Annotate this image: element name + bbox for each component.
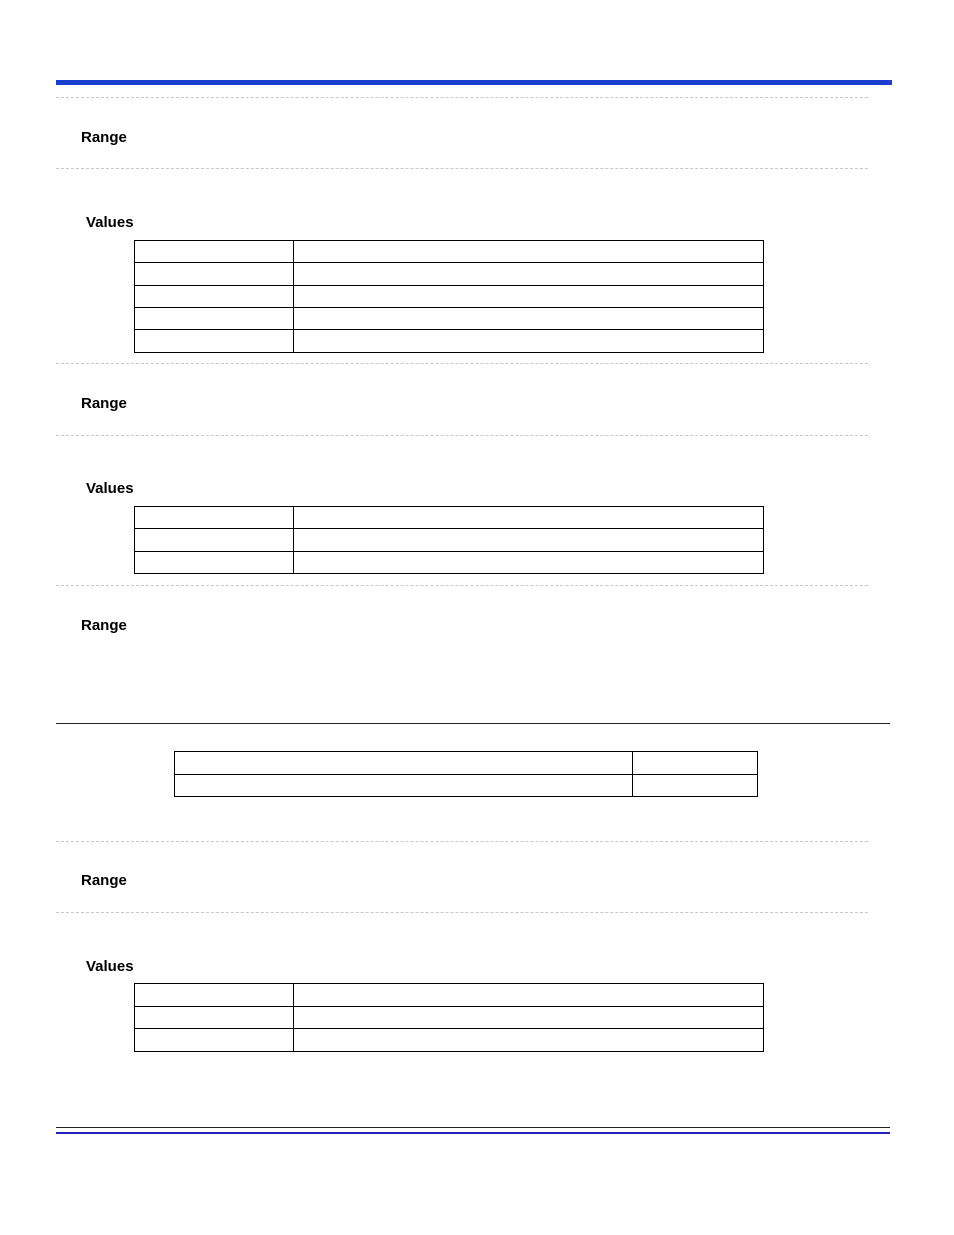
- table-cell: [294, 286, 764, 308]
- table-row: [135, 286, 764, 308]
- footer-rule: [56, 1127, 890, 1128]
- table-row: [135, 529, 764, 552]
- table-cell: [175, 752, 633, 775]
- table-cell: [633, 775, 758, 797]
- table-row: [135, 308, 764, 330]
- table-cell: [135, 330, 294, 353]
- values-table: [134, 240, 764, 353]
- values-table: [134, 983, 764, 1052]
- table-cell: [294, 529, 764, 552]
- range-label: Range: [81, 395, 127, 412]
- values-label: Values: [86, 214, 134, 231]
- table-row: [135, 330, 764, 353]
- table-cell: [135, 241, 294, 263]
- table-row: [135, 1029, 764, 1052]
- dashed-divider: [56, 585, 868, 586]
- dashed-divider: [56, 435, 868, 436]
- table-cell: [294, 308, 764, 330]
- table-row: [135, 552, 764, 574]
- table-cell: [294, 552, 764, 574]
- table-row: [135, 241, 764, 263]
- table-cell: [135, 308, 294, 330]
- dashed-divider: [56, 168, 868, 169]
- range-label: Range: [81, 872, 127, 889]
- table-cell: [294, 263, 764, 286]
- footer-bar: [56, 1132, 890, 1134]
- table-row: [135, 1007, 764, 1029]
- table-cell: [135, 552, 294, 574]
- table-cell: [294, 984, 764, 1007]
- table-row: [175, 775, 758, 797]
- range-label: Range: [81, 129, 127, 146]
- values-table: [134, 506, 764, 574]
- dashed-divider: [56, 97, 868, 98]
- table-cell: [294, 507, 764, 529]
- table-cell: [135, 529, 294, 552]
- table-cell: [135, 1007, 294, 1029]
- table-cell: [135, 507, 294, 529]
- dashed-divider: [56, 363, 868, 364]
- header-bar: [56, 80, 892, 85]
- values-label: Values: [86, 480, 134, 497]
- table-cell: [294, 241, 764, 263]
- section-rule: [56, 723, 890, 724]
- table-cell: [135, 286, 294, 308]
- table-cell: [135, 263, 294, 286]
- table-row: [175, 752, 758, 775]
- dashed-divider: [56, 912, 868, 913]
- table-cell: [175, 775, 633, 797]
- table-row: [135, 984, 764, 1007]
- table-cell: [294, 1007, 764, 1029]
- summary-table: [174, 751, 758, 797]
- table-cell: [294, 330, 764, 353]
- values-label: Values: [86, 958, 134, 975]
- table-row: [135, 507, 764, 529]
- table-cell: [135, 984, 294, 1007]
- range-label: Range: [81, 617, 127, 634]
- table-cell: [633, 752, 758, 775]
- dashed-divider: [56, 841, 868, 842]
- table-cell: [294, 1029, 764, 1052]
- table-row: [135, 263, 764, 286]
- table-cell: [135, 1029, 294, 1052]
